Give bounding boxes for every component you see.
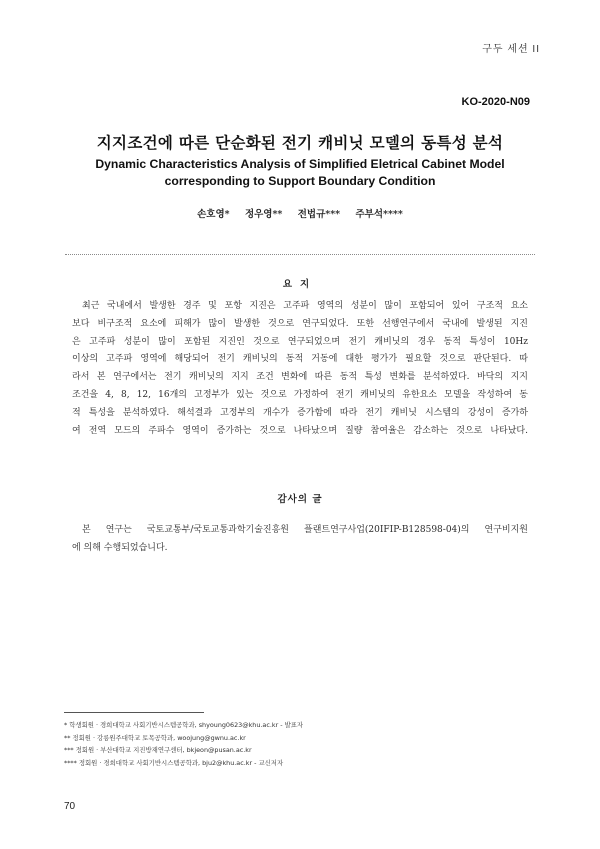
abstract-heading: 요지 <box>282 279 318 290</box>
acknowledgement-body <box>72 522 528 558</box>
author-name: 전법규*** <box>297 209 341 220</box>
paper-title-english-line2: corresponding to Support Boundary Condition <box>164 174 436 188</box>
paper-title-english <box>0 156 600 190</box>
abstract-line: 라서 본 연구에서는 전기 캐비닛의 지지 조건 변화에 따른 동적 특성 변화를 분석하였다. 바닥의 지지 <box>72 372 528 383</box>
paper-title-korean: 지지조건에 따른 단순화된 전기 캐비닛 모델의 동특성 분석 <box>96 134 504 152</box>
abstract-body <box>72 298 528 440</box>
footnote: **** 정회원 · 경희대학교 사회기반시스템공학과, bju2@khu.ac.kr - 교신저자 <box>64 758 284 767</box>
abstract-line: 여 전역 모드의 주파수 영역이 증가하는 것으로 나타났으며 질량 참여율은 감소하는 것으로 나타났다. <box>72 425 528 436</box>
paper-code: KO-2020-N09 <box>461 96 530 108</box>
footnote: ** 정회원 · 강릉원주대학교 토목공학과, woojung@gwnu.ac.kr <box>64 733 246 742</box>
title-divider <box>65 254 535 255</box>
abstract-line: 은 고주파 성분이 많이 포함된 지진인 것으로 연구되었으며 전기 캐비닛의 경우 동적 특성이 10Hz <box>72 336 528 347</box>
footnote: * 학생회원 · 경희대학교 사회기반시스템공학과, shyoung0623@khu.ac.kr - 발표자 <box>64 721 304 729</box>
abstract-line: 보다 비구조적 요소에 피해가 많이 발생한 것으로 연구되었다. 또한 선행연구에서 국내에 발생된 지진 <box>72 318 528 329</box>
acknowledgement-line: 본 연구는 국토교통부/국토교통과학기술진흥원 플랜트연구사업(20IFIP-B128598-04)의 연구비지원 <box>82 525 528 535</box>
footnotes <box>64 719 303 769</box>
footnote: *** 정회원 · 부산대학교 지진방재연구센터, bkjeon@pusan.ac.kr <box>64 746 252 755</box>
author-name: 정우영** <box>244 209 283 220</box>
page-number: 70 <box>64 801 76 812</box>
abstract-line: 조건을 4, 8, 12, 16개의 고정부가 있는 것으로 가정하여 전기 캐비닛의 유한요소 모델을 작성하여 동 <box>72 389 528 400</box>
footnote-rule <box>64 712 204 713</box>
author-list <box>0 206 600 220</box>
paper-title-english-line1: Dynamic Characteristics Analysis of Simplified Eletrical Cabinet Model <box>95 157 505 171</box>
author-name: 주부석**** <box>355 209 403 220</box>
acknowledgement-line: 에 의해 수행되었습니다. <box>72 542 168 553</box>
session-header: 구두 세션 II <box>482 44 540 55</box>
abstract-line: 이상의 고주파 영역에 해당되어 전기 캐비닛의 동적 거동에 대한 평가가 필요할 것으로 판단된다. 따 <box>72 354 528 365</box>
abstract-line: 적 특성을 분석하였다. 해석결과 고정부의 개수가 증가함에 따라 전기 캐비닛 시스템의 강성이 증가하 <box>72 407 528 418</box>
abstract-line: 최근 국내에서 발생한 경주 및 포항 지진은 고주파 영역의 성분이 많이 포함되어 있어 구조적 요소 <box>82 301 528 311</box>
acknowledgement-heading: 감사의 글 <box>277 494 323 505</box>
author-name: 손호영* <box>197 209 230 220</box>
